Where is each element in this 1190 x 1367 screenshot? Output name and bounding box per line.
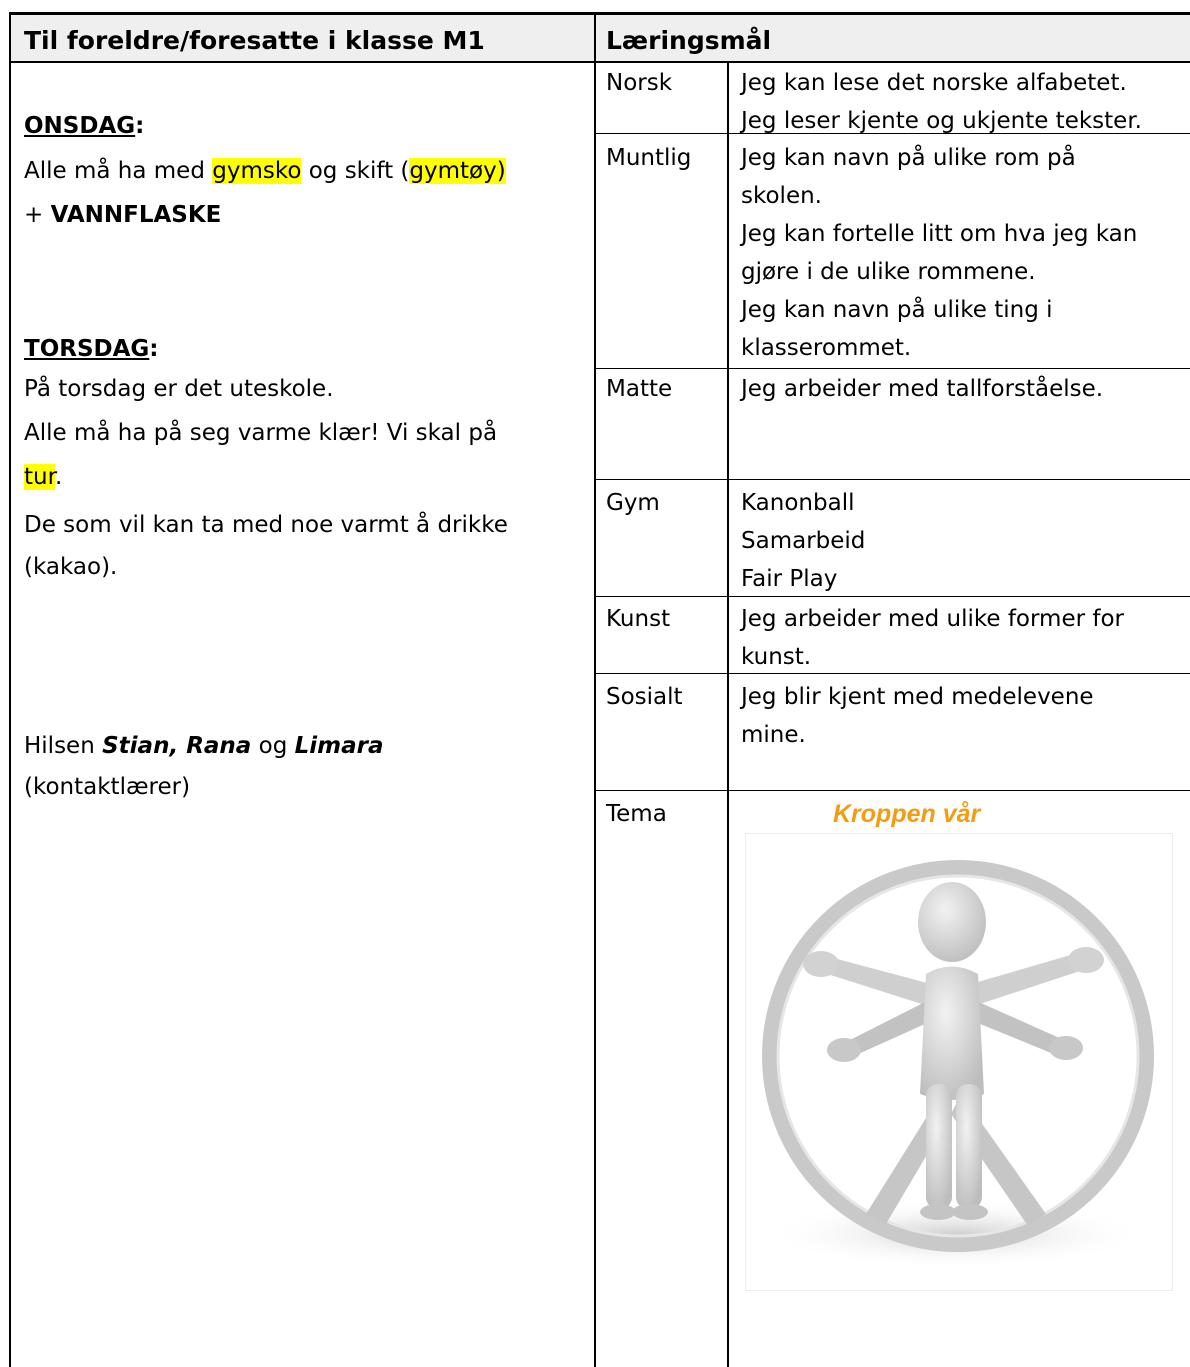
- top-border: [10, 12, 1190, 15]
- torsdag-line5: (kakao).: [24, 554, 118, 580]
- subject-kunst: Kunst: [606, 606, 671, 632]
- right-header: Læringsmål: [596, 15, 1190, 61]
- left-border: [9, 12, 11, 1367]
- row-divider: [596, 790, 1190, 791]
- torsdag-line3: tur.: [24, 464, 63, 490]
- row-divider: [596, 368, 1190, 369]
- goal-muntlig: Jeg kan navn på ulike rom på skolen. Jeg kan fortelle litt om hva jeg kan gjøre i de ulike rommene. Jeg kan navn på ulike ting i klasserommet.: [741, 145, 1138, 361]
- subject-matte: Matte: [606, 376, 673, 402]
- torsdag-line4: De som vil kan ta med noe varmt å drikke: [24, 512, 508, 538]
- subject-norsk: Norsk: [606, 70, 673, 96]
- left-header: Til foreldre/foresatte i klasse M1: [10, 15, 596, 61]
- tema-image: [745, 833, 1173, 1291]
- goal-norsk: Jeg kan lese det norske alfabetet. Jeg leser kjente og ukjente tekster.: [741, 70, 1142, 134]
- subject-muntlig: Muntlig: [606, 145, 692, 171]
- onsdag-line1: Alle må ha med gymsko og skift (gymtøy): [24, 158, 506, 184]
- row-divider: [596, 479, 1190, 480]
- onsdag-line2: + VANNFLASKE: [24, 202, 222, 228]
- goal-gym: Kanonball Samarbeid Fair Play: [741, 490, 866, 592]
- subject-sosialt: Sosialt: [606, 684, 683, 710]
- middle-border: [594, 12, 596, 1367]
- goal-matte: Jeg arbeider med tallforståelse.: [741, 376, 1104, 402]
- torsdag-line2: Alle må ha på seg varme klær! Vi skal på: [24, 420, 498, 446]
- torsdag-heading: TORSDAG:: [24, 336, 159, 362]
- torsdag-line1: På torsdag er det uteskole.: [24, 376, 334, 402]
- signature-role: (kontaktlærer): [24, 774, 191, 800]
- subject-divider: [727, 63, 729, 1367]
- header-bottom-border: [10, 61, 1190, 63]
- goal-kunst: Jeg arbeider med ulike former for kunst.: [741, 606, 1125, 670]
- subject-tema: Tema: [606, 801, 667, 827]
- tema-title: Kroppen vår: [833, 800, 981, 828]
- subject-gym: Gym: [606, 490, 660, 516]
- figure-with-arms-in-circle-icon: [746, 834, 1174, 1292]
- onsdag-heading: ONSDAG:: [24, 113, 145, 139]
- row-divider: [596, 596, 1190, 597]
- goal-sosialt: Jeg blir kjent med medelevene mine.: [741, 684, 1094, 748]
- signature: Hilsen Stian, Rana og Limara: [24, 733, 384, 759]
